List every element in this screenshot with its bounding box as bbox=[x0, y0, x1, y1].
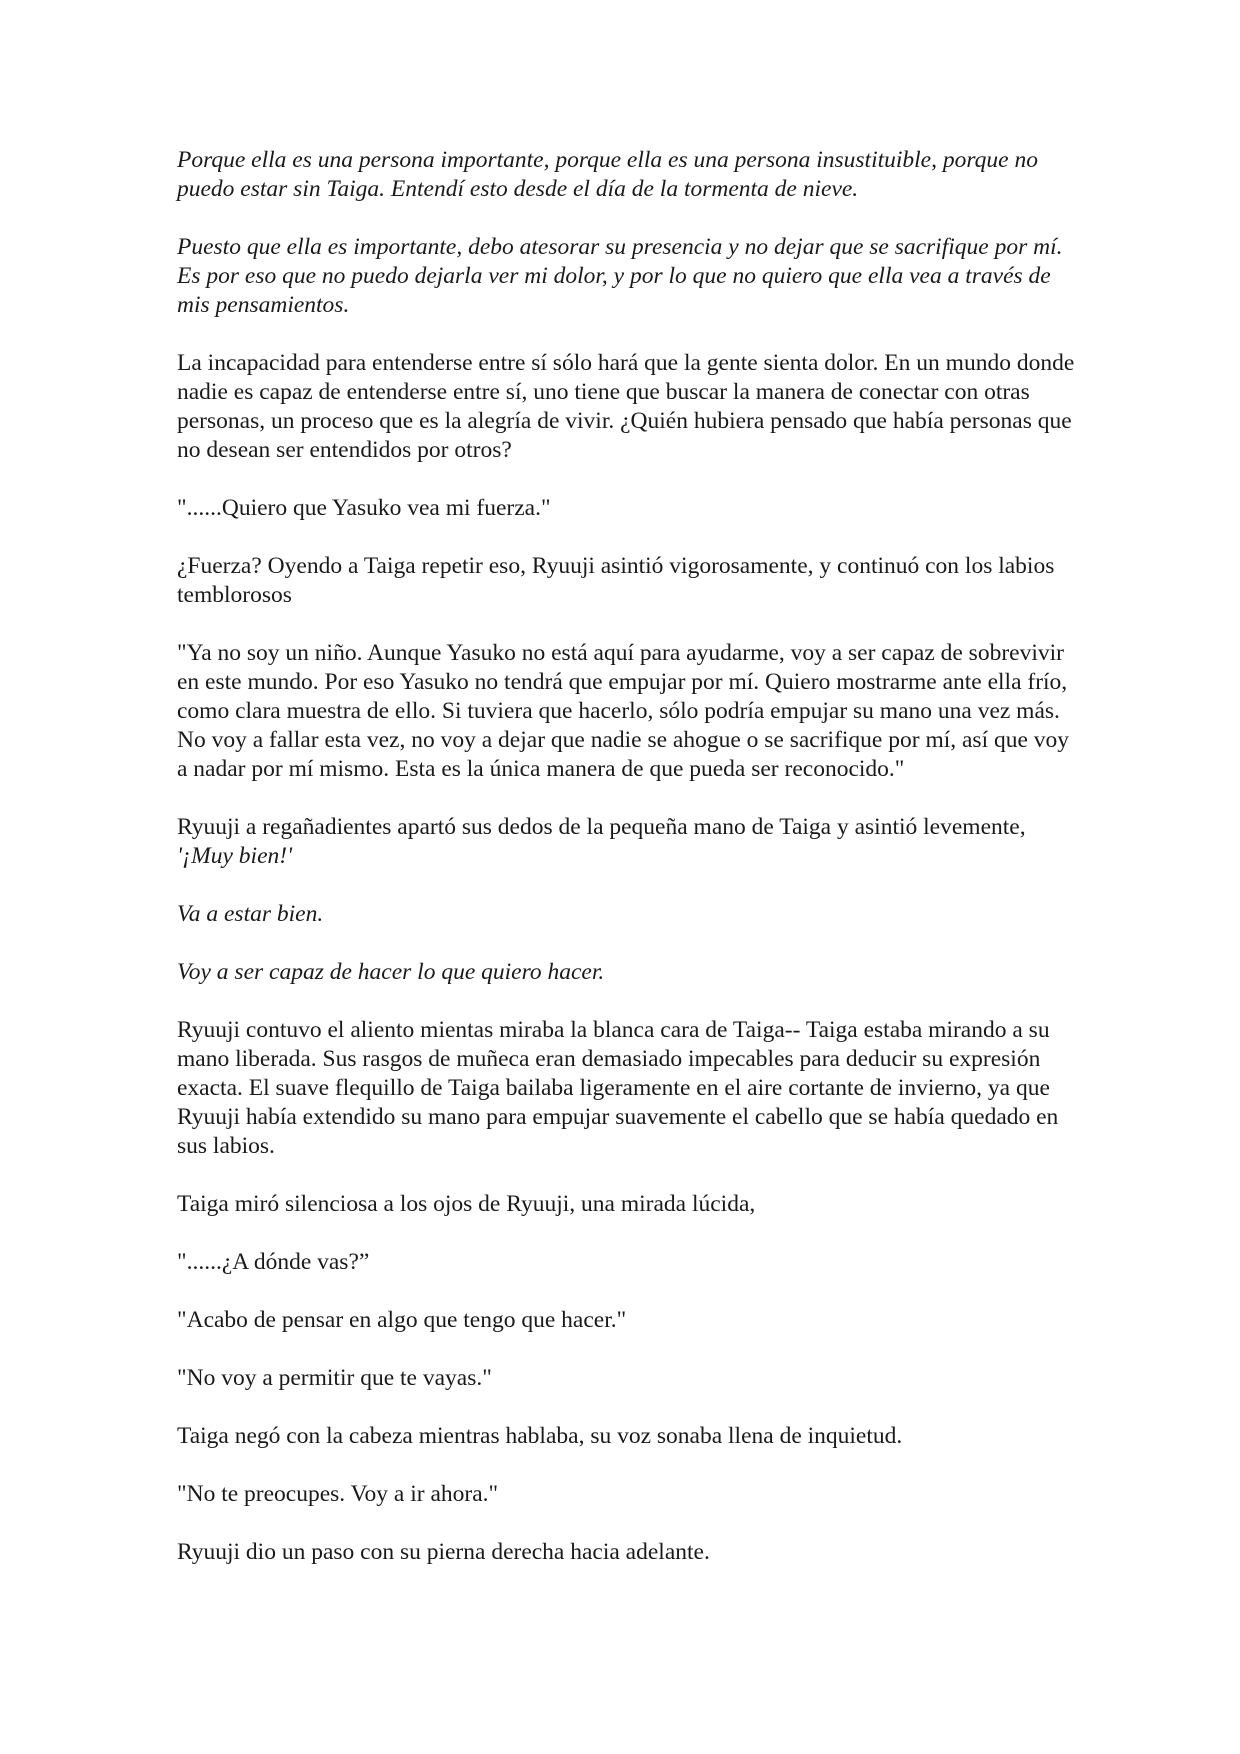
paragraph-14: "No voy a permitir que te vayas." bbox=[177, 1365, 492, 1391]
paragraph-15: Taiga negó con la cabeza mientras hablaba, su voz sonaba llena de inquietud. bbox=[177, 1423, 903, 1449]
paragraph-9: Voy a ser capaz de hacer lo que quiero hacer. bbox=[177, 959, 605, 985]
paragraph-11: Taiga miró silenciosa a los ojos de Ryuuji, una mirada lúcida, bbox=[177, 1191, 756, 1217]
text-column bbox=[177, 146, 1077, 1596]
paragraph-7-emphasis: '¡Muy bien!' bbox=[177, 843, 293, 869]
paragraph-4: "......Quiero que Yasuko vea mi fuerza." bbox=[177, 495, 551, 521]
paragraph-2: Puesto que ella es importante, debo atesorar su presencia y no dejar que se sacrifique por mí. Es por eso que no puedo dejarla ver mi dolor, y por lo que no quiero que ella vea a través de mis pensamientos. bbox=[177, 234, 1063, 318]
paragraph-7-text: Ryuuji a regañadientes apartó sus dedos de la pequeña mano de Taiga y asintió levemente, bbox=[177, 814, 1026, 840]
paragraph-6: "Ya no soy un niño. Aunque Yasuko no está aquí para ayudarme, voy a ser capaz de sobrevivir en este mundo. Por eso Yasuko no tendrá que empujar por mí. Quiero mostrarme ante ella frío, como clara muestra de ello. Si tuviera que hacerlo, sólo podría empujar su mano una vez más. No voy a fallar esta vez, no voy a dejar que nadie se ahogue o se sacrifique por mí, así que voy a nadar por mí mismo. Esta es la única manera de que pueda ser reconocido." bbox=[177, 640, 1070, 782]
paragraph-3: La incapacidad para entenderse entre sí sólo hará que la gente sienta dolor. En un mundo donde nadie es capaz de entenderse entre sí, uno tiene que buscar la manera de conectar con otras personas, un proceso que es la alegría de vivir. ¿Quién hubiera pensado que había personas que no desean ser entendidos por otros? bbox=[177, 350, 1075, 463]
paragraph-7 bbox=[177, 813, 1077, 871]
paragraph-1: Porque ella es una persona importante, porque ella es una persona insustituible, porque no puedo estar sin Taiga. Entendí esto desde el día de la tormenta de nieve. bbox=[177, 147, 1038, 202]
paragraph-5: ¿Fuerza? Oyendo a Taiga repetir eso, Ryuuji asintió vigorosamente, y continuó con los labios temblorosos bbox=[177, 553, 1055, 608]
paragraph-17: Ryuuji dio un paso con su pierna derecha hacia adelante. bbox=[177, 1539, 710, 1565]
paragraph-13: "Acabo de pensar en algo que tengo que hacer." bbox=[177, 1307, 627, 1333]
paragraph-10: Ryuuji contuvo el aliento mientas miraba la blanca cara de Taiga-- Taiga estaba mirando a su mano liberada. Sus rasgos de muñeca eran demasiado impecables para deducir su expresión exacta. El suave flequillo de Taiga bailaba ligeramente en el aire cortante de invierno, ya que Ryuuji había extendido su mano para empujar suavemente el cabello que se había quedado en sus labios. bbox=[177, 1017, 1059, 1159]
paragraph-12: "......¿A dónde vas?” bbox=[177, 1249, 370, 1275]
paragraph-16: "No te preocupes. Voy a ir ahora." bbox=[177, 1481, 499, 1507]
paragraph-8: Va a estar bien. bbox=[177, 901, 324, 927]
